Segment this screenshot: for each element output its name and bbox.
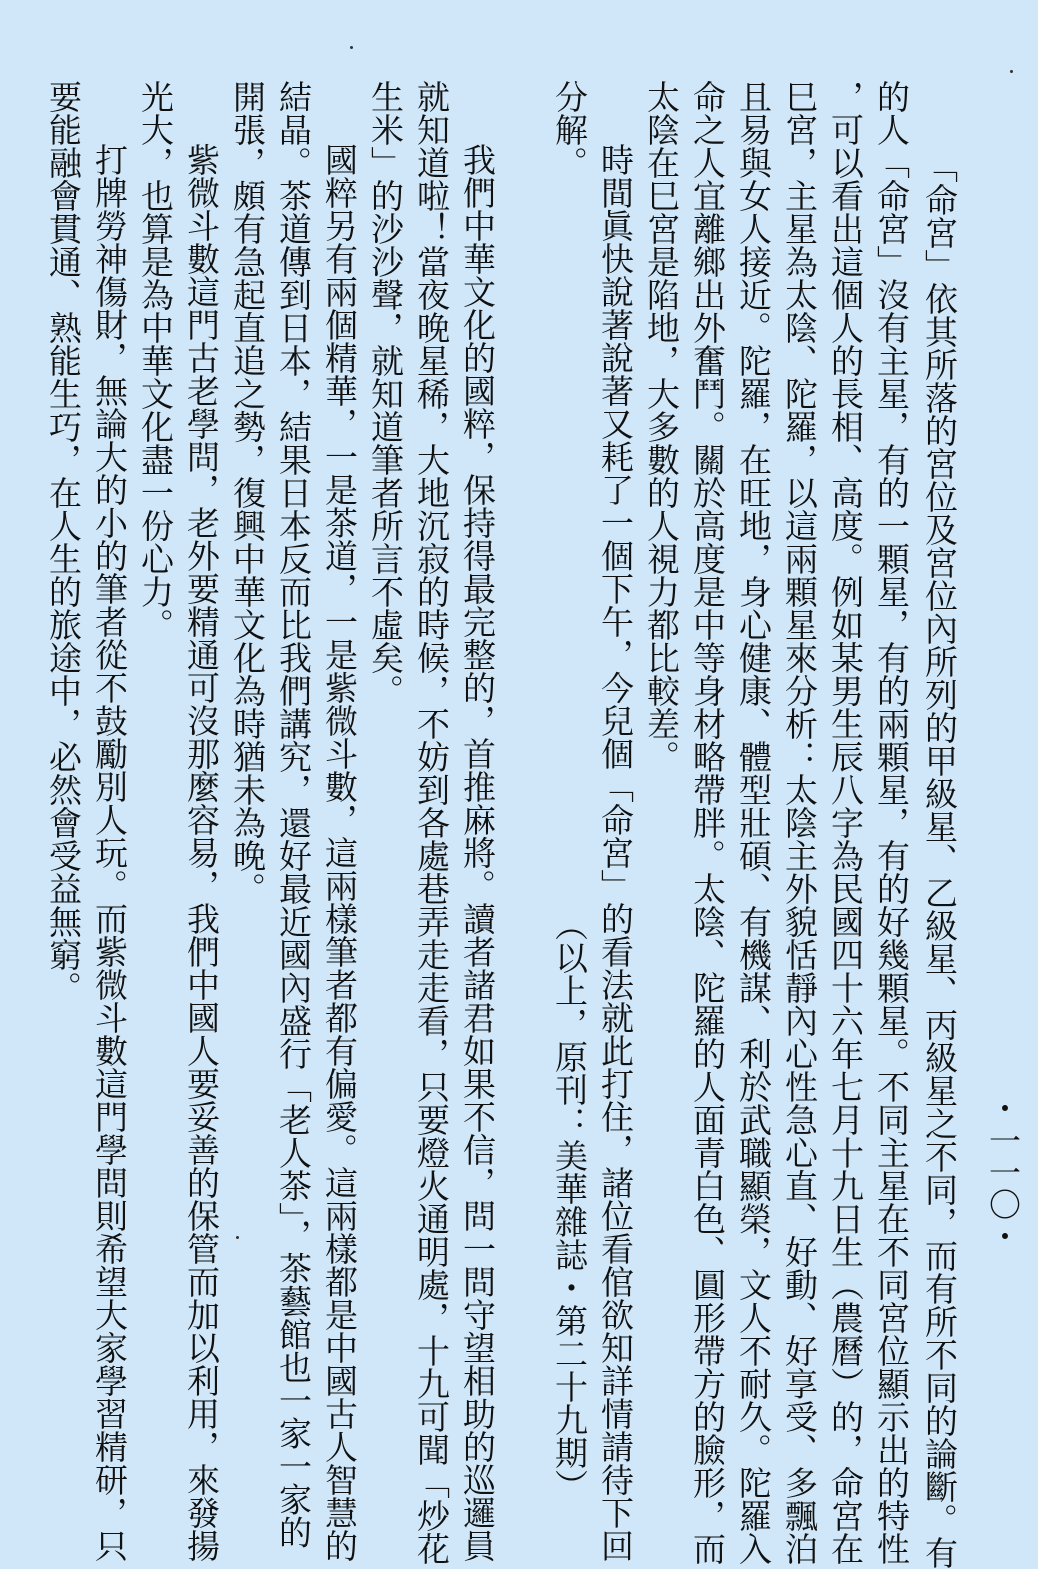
- text-column-4: 巳宮，主星為太陰、陀羅，以這兩顆星來分析：太陰主外貌恬靜內心性急心直、好動、好享受、多飄泊: [780, 80, 819, 1565]
- text-column-17: 光大，也算是為中華文化盡一份心力。: [136, 80, 175, 641]
- text-column-7: 太陰在巳宮是陷地，大多數的人視力都比較差。: [642, 80, 681, 773]
- scan-speck: [350, 46, 353, 49]
- text-column-9: 分解。: [550, 80, 589, 179]
- scan-speck: [236, 1236, 239, 1239]
- scan-speck: [1010, 70, 1013, 73]
- text-column-19: 要能融會貫通、熟能生巧，在人生的旅途中，必然會受益無窮。: [44, 80, 83, 1004]
- text-column-10: 我們中華文化的國粹，保持得最完整的，首推麻將。讀者諸君如果不信，問一問守望相助的巡邏員: [458, 110, 497, 1562]
- page-number: ・一一〇・: [984, 1092, 1022, 1252]
- text-column-11: 就知道啦！當夜晚星稀，大地沉寂的時候，不妨到各處巷弄走走看，只要燈火通明處，十九可聞「炒花: [412, 80, 451, 1565]
- text-column-13: 國粹另有兩個精華，一是茶道，一是紫微斗數，這兩樣筆者都有偏愛。這兩樣都是中國古人智慧的: [320, 110, 359, 1562]
- text-column-6: 命之人宜離鄉出外奮鬥。關於高度是中等身材略帶胖。太陰、陀羅的人面青白色、圓形帶方的臉形，而: [688, 80, 727, 1565]
- source-note: （以上，原刊：美華雜誌・第二十九期）: [550, 908, 589, 1502]
- text-column-8: 時間眞快說著說著又耗了一個下午，今兒個「命宮」的看法就此打住，諸位看倌欲知詳情請待下回: [596, 110, 635, 1562]
- text-column-5: 且易與女人接近。陀羅，在旺地，身心健康、體型壯碩、有機謀、利於武職顯榮，文人不耐久。陀羅入: [734, 80, 773, 1565]
- text-column-3: ，可以看出這個人的長相、高度。例如某男生辰八字為民國四十六年七月十九日生（農曆）的，命宮在: [826, 80, 865, 1565]
- text-column-18: 打牌勞神傷財，無論大的小的筆者從不鼓勵別人玩。而紫微斗數這門學問則希望大家學習精研，只: [90, 110, 129, 1562]
- text-column-1: 「命宮」依其所落的宮位及宮位內所列的甲級星、乙級星、丙級星之不同，而有所不同的論斷。有: [920, 150, 959, 1569]
- text-column-16: 紫微斗數這門古老學問，老外要精通可沒那麼容易，我們中國人要妥善的保管而加以利用，來發揚: [182, 110, 221, 1562]
- text-column-2: 的人「命宮」沒有主星，有的一顆星，有的兩顆星，有的好幾顆星。不同主星在不同宮位顯示出的特性: [872, 80, 911, 1565]
- text-column-14: 結晶。茶道傳到日本，結果日本反而比我們講究，還好最近國內盛行「老人茶」，茶藝館也一家一家的: [274, 80, 313, 1549]
- text-column-12: 生米」的沙沙聲，就知道筆者所言不虛矣。: [366, 80, 405, 707]
- text-column-15: 開張，頗有急起直追之勢，復興中華文化為時猶未為晚。: [228, 80, 267, 905]
